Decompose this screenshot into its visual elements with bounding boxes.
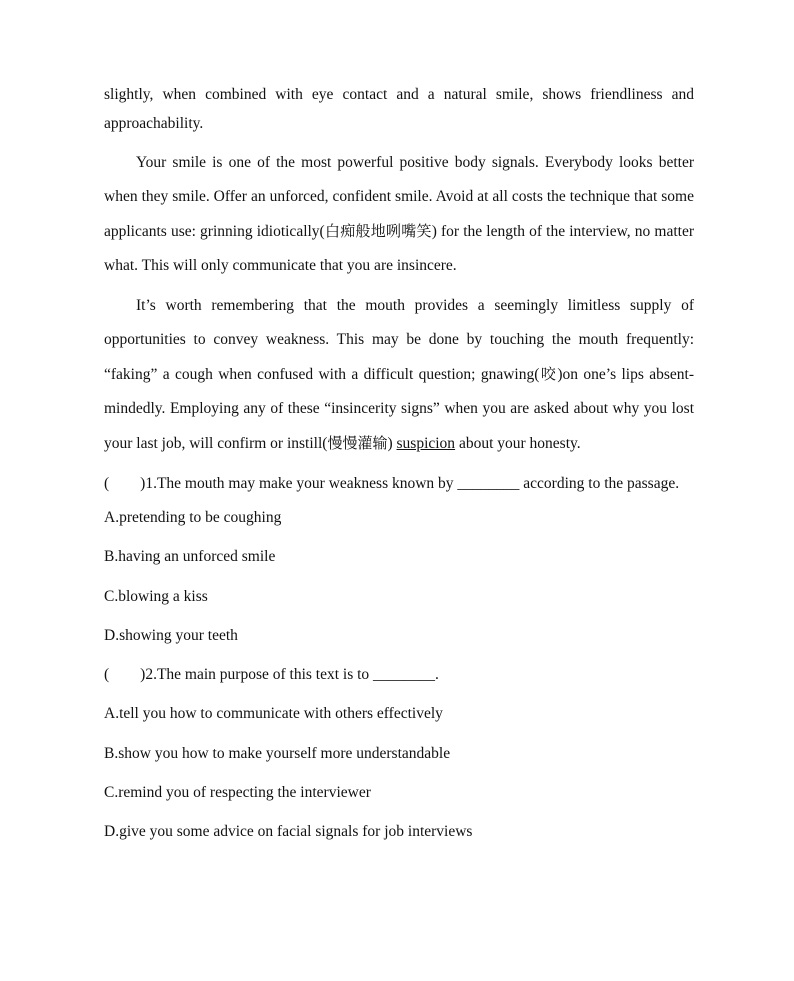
paragraph-3-gloss-1: 咬 [539, 365, 558, 383]
option-c[interactable]: C.remind you of respecting the interviewer [104, 784, 371, 802]
question-2-text: 2.The main purpose of this text is to ________. [145, 666, 439, 684]
paragraph-3-text-a: It’s worth remembering that the mouth provides a seemingly limitless supply of opportunities to convey weakness. This may be done by touching the mouth frequently: “faking” a cough when confused with a difficult question; gnawing( [104, 297, 694, 383]
paragraph-2-text-b: ) for the length of the interview, no matter what. This will only communicate that you are insincere. [104, 223, 694, 274]
paragraph-1 [104, 80, 694, 138]
option-b[interactable]: B.having an unforced smile [104, 548, 276, 566]
option-d[interactable]: D.showing your teeth [104, 626, 238, 644]
question-2 [104, 655, 694, 851]
option-d[interactable]: D.give you some advice on facial signals for job interviews [104, 823, 473, 841]
option-a[interactable]: A.tell you how to communicate with others effectively [104, 705, 443, 723]
underlined-word: suspicion [396, 435, 456, 452]
paragraph-3-gloss-2: 慢慢灌输 [327, 434, 388, 452]
option-c[interactable]: C.blowing a kiss [104, 587, 208, 605]
question-2-options [104, 694, 694, 851]
option-a[interactable]: A.pretending to be coughing [104, 509, 282, 526]
paragraph-3-text-d: about your honesty. [455, 435, 581, 452]
question-1 [104, 469, 694, 655]
document-page [104, 80, 694, 852]
paragraph-1-text: slightly, when combined with eye contact and a natural smile, shows friendliness and approachability. [104, 86, 694, 132]
paragraph-3 [104, 289, 694, 461]
paragraph-2-text-a: Your smile is one of the most powerful positive body signals. Everybody looks better when they smile. Offer an unforced, confident smile. Avoid at all costs the technique that some applicants use: grinning idiotically( [104, 154, 694, 240]
paragraph-2 [104, 146, 694, 283]
question-1-text: 1.The mouth may make your weakness known by ________ according to the passage. [145, 475, 680, 492]
answer-bracket[interactable]: ( ) [104, 666, 146, 684]
question-1-options [104, 498, 694, 655]
paragraph-3-text-b: )on one’s lips absent-mindedly. Employing any of these “insincerity signs” when you are asked about why you lost your last job, will confirm or instill( [104, 366, 694, 452]
question-2-stem [104, 655, 694, 694]
option-b[interactable]: B.show you how to make yourself more understandable [104, 744, 451, 762]
paragraph-3-text-c: ) [387, 435, 397, 452]
question-1-stem [104, 469, 694, 498]
paragraph-2-gloss: 白痴般地咧嘴笑 [324, 222, 432, 240]
answer-bracket[interactable]: ( ) [104, 475, 146, 492]
